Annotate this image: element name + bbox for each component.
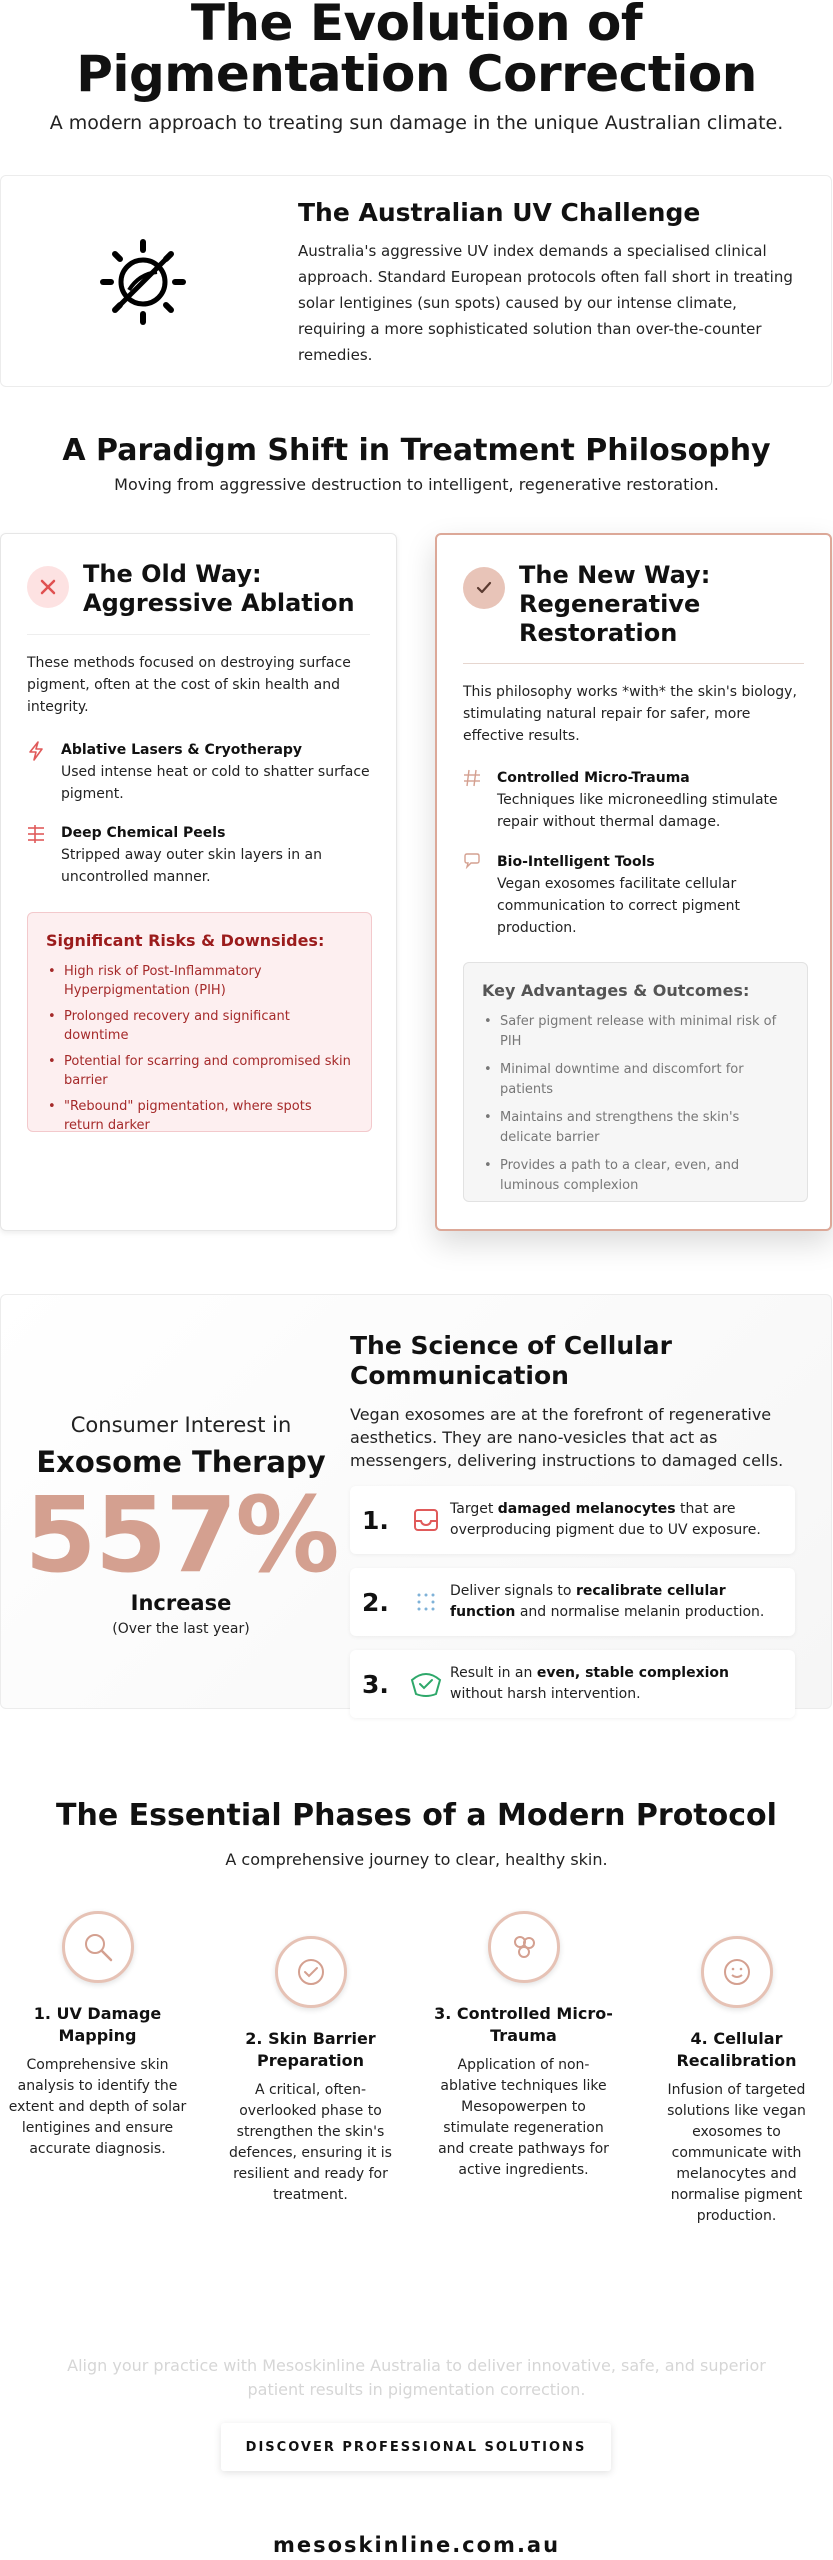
exosome-stat	[21, 1413, 341, 1637]
list-item: • Provides a path to a clear, even, and luminous complexion	[482, 1156, 789, 1196]
advantages-title: Key Advantages & Outcomes:	[482, 981, 750, 1000]
smile-icon	[701, 1936, 773, 2008]
science-step	[350, 1486, 795, 1554]
feature-title: Controlled Micro-Trauma	[497, 770, 690, 786]
list-item: • High risk of Post-Inflammatory Hyperpigmentation (PIH)	[46, 962, 353, 1000]
list-item: • Potential for scarring and compromised skin barrier	[46, 1052, 353, 1090]
phase-1	[0, 1911, 195, 2160]
hero	[0, 0, 833, 134]
old-way-card	[0, 533, 397, 1231]
cta-text: Align your practice with Mesoskinline Australia to deliver innovative, safe, and superior patient results in pigmentation correction.	[67, 2356, 766, 2399]
cells-icon	[488, 1911, 560, 1983]
feature-title: Ablative Lasers & Cryotherapy	[61, 742, 303, 758]
uv-body: Australia's aggressive UV index demands a specialised clinical approach. Standard European protocols often fall short in treating solar lentigines (sun spots) caused by our intense climate, requiring a more sophisticated solution than over-the-counter remedies.	[298, 242, 793, 364]
list-item: • Prolonged recovery and significant downtime	[46, 1007, 353, 1045]
shift-title: A Paradigm Shift in Treatment Philosophy	[62, 433, 771, 468]
check-circle-icon	[275, 1936, 347, 2008]
shield-check-icon	[402, 1670, 450, 1698]
phase-text: Infusion of targeted solutions like vegan exosomes to communicate with melanocytes and normalise pigment production.	[667, 2082, 806, 2224]
step-text-post: and normalise melanin production.	[515, 1604, 765, 1620]
divider	[463, 663, 804, 664]
science-title: The Science of Cellular Communication	[350, 1331, 672, 1390]
old-feature-lasers	[27, 739, 377, 805]
discover-solutions-button[interactable]: DISCOVER PROFESSIONAL SOLUTIONS	[221, 2423, 611, 2471]
list-item: • "Rebound" pigmentation, where spots return darker	[46, 1097, 353, 1135]
phase-3	[426, 1911, 621, 2181]
risks-box	[27, 912, 372, 1132]
step-text	[450, 1499, 780, 1541]
step-number: 2.	[362, 1587, 389, 1617]
list-item: • Minimal downtime and discomfort for patients	[482, 1060, 789, 1100]
check-icon	[463, 567, 505, 609]
new-way-header	[463, 561, 799, 648]
step-text-pre: Result in an	[450, 1665, 537, 1681]
new-way-title: The New Way: Regenerative Restoration	[519, 561, 711, 647]
list-item: • Maintains and strengthens the skin's delicate barrier	[482, 1108, 789, 1148]
phase-2	[213, 1936, 408, 2206]
stat-caption: Consumer Interest in	[70, 1413, 292, 1437]
science-content	[350, 1331, 795, 1718]
risks-list	[46, 962, 353, 1135]
step-text-pre: Target	[450, 1501, 498, 1517]
step-number: 1.	[362, 1505, 389, 1535]
hash-icon	[463, 767, 497, 833]
magnify-icon	[62, 1911, 134, 1983]
feature-text: Used intense heat or cold to shatter surface pigment.	[61, 764, 370, 802]
phase-text: Application of non-ablative techniques like Mesopowerpen to stimulate regeneration and create pathways for active ingredients.	[438, 2057, 609, 2178]
old-feature-peels	[27, 822, 377, 888]
phases-title: The Essential Phases of a Modern Protocol	[56, 1798, 777, 1833]
step-text	[450, 1663, 780, 1705]
stat-period: (Over the last year)	[112, 1621, 250, 1637]
science-body: Vegan exosomes are at the forefront of regenerative aesthetics. They are nano-vesicles that act as messengers, delivering instructions to damaged cells.	[350, 1405, 784, 1470]
step-text-pre: Deliver signals to	[450, 1583, 576, 1599]
advantages-box	[463, 962, 808, 1202]
stat-subject: Exosome Therapy	[36, 1445, 326, 1479]
phases-subtitle: A comprehensive journey to clear, healthy skin.	[225, 1850, 608, 1869]
page-title: The Evolution of Pigmentation Correction	[76, 0, 757, 103]
step-text	[450, 1581, 780, 1623]
new-way-card	[435, 533, 832, 1231]
step-text-post: without harsh intervention.	[450, 1686, 641, 1702]
feature-text: Stripped away outer skin layers in an uncontrolled manner.	[61, 847, 322, 885]
science-step	[350, 1568, 795, 1636]
layers-icon	[27, 822, 61, 888]
sun-off-icon	[99, 238, 187, 326]
x-icon	[27, 566, 69, 608]
dots-grid-icon	[402, 1590, 450, 1614]
step-text-bold: even, stable complexion	[536, 1665, 729, 1681]
phase-text: Comprehensive skin analysis to identify the extent and depth of solar lentigines and ensure accurate diagnosis.	[8, 2057, 187, 2157]
new-feature-bio-tools	[463, 851, 813, 939]
feature-text: Vegan exosomes facilitate cellular communication to correct pigment production.	[497, 876, 740, 936]
lightning-icon	[27, 739, 61, 805]
phase-title: 4. Cellular Recalibration	[676, 2029, 797, 2070]
feature-text: Techniques like microneedling stimulate repair without thermal damage.	[497, 792, 778, 830]
old-way-title: The Old Way: Aggressive Ablation	[83, 560, 355, 617]
phase-title: 2. Skin Barrier Preparation	[245, 2029, 376, 2070]
new-feature-micro-trauma	[463, 767, 813, 833]
step-number: 3.	[362, 1669, 389, 1699]
uv-title: The Australian UV Challenge	[298, 198, 701, 227]
risks-title: Significant Risks & Downsides:	[46, 931, 325, 950]
step-text-post: that are overproducing pigment due to UV exposure.	[450, 1501, 761, 1538]
new-way-intro: This philosophy works *with* the skin's biology, stimulating natural repair for safer, more effective results.	[463, 684, 797, 744]
website-link[interactable]: mesoskinline.com.au	[272, 2533, 561, 2557]
old-way-intro: These methods focused on destroying surface pigment, often at the cost of skin health and integrity.	[27, 655, 351, 715]
phase-4	[639, 1936, 833, 2227]
phase-title: 1. UV Damage Mapping	[33, 2004, 162, 2045]
stat-label: Increase	[130, 1591, 232, 1615]
shift-subtitle: Moving from aggressive destruction to intelligent, regenerative restoration.	[114, 475, 719, 494]
inbox-icon	[402, 1508, 450, 1532]
stat-value: 557%	[24, 1474, 338, 1596]
page-subtitle: A modern approach to treating sun damage in the unique Australian climate.	[49, 112, 784, 134]
old-way-header	[27, 560, 363, 618]
science-section	[0, 1294, 832, 1709]
feature-title: Bio-Intelligent Tools	[497, 854, 655, 870]
uv-challenge-card	[0, 175, 832, 387]
divider	[27, 634, 370, 635]
step-text-bold: recalibrate cellular function	[450, 1583, 726, 1620]
phase-title: 3. Controlled Micro-Trauma	[434, 2004, 613, 2045]
feature-title: Deep Chemical Peels	[61, 825, 226, 841]
science-step	[350, 1650, 795, 1718]
chat-bubble-icon	[463, 851, 497, 939]
step-text-bold: damaged melanocytes	[497, 1501, 676, 1517]
list-item: • Safer pigment release with minimal risk of PIH	[482, 1012, 789, 1052]
phase-text: A critical, often-overlooked phase to strengthen the skin's defences, ensuring it is resilient and ready for treatment.	[229, 2082, 392, 2203]
advantages-list	[482, 1012, 789, 1196]
